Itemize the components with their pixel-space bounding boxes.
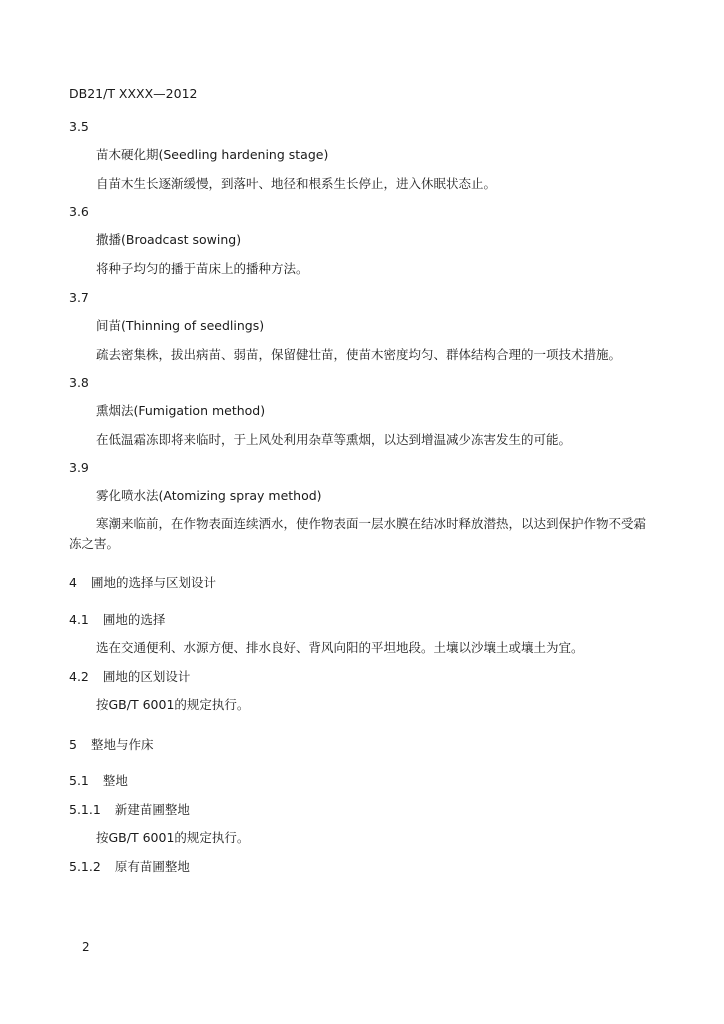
section-title: 圃地的选择与区划设计 bbox=[90, 575, 216, 590]
term-name: 雾化喷水法(Atomizing spray method) bbox=[96, 488, 322, 503]
subsection-title: 圃地的区划设计 bbox=[102, 669, 191, 684]
section-title: 整地与作床 bbox=[90, 737, 154, 752]
subsection-number: 5.1.1 bbox=[69, 802, 101, 817]
subsection-title: 整地 bbox=[102, 773, 128, 788]
subsection-heading bbox=[69, 669, 190, 685]
subsection-number: 5.1.2 bbox=[69, 859, 101, 874]
document-code: DB21/T XXXX—2012 bbox=[69, 86, 198, 101]
term-name: 撒播(Broadcast sowing) bbox=[96, 232, 242, 247]
section-heading bbox=[69, 737, 153, 753]
term-definition: 自苗木生长逐渐缓慢，到落叶、地径和根系生长停止，进入休眠状态止。 bbox=[96, 176, 497, 191]
section-heading bbox=[69, 575, 216, 591]
subsection-title: 圃地的选择 bbox=[102, 612, 166, 627]
section-number: 4 bbox=[69, 575, 77, 590]
paragraph: 按GB/T 6001的规定执行。 bbox=[96, 697, 250, 712]
subsection-number: 4.1 bbox=[69, 612, 89, 627]
term-name: 苗木硬化期(Seedling hardening stage) bbox=[96, 147, 329, 162]
term-definition: 将种子均匀的播于苗床上的播种方法。 bbox=[96, 261, 309, 276]
subsection-heading bbox=[69, 612, 165, 628]
subsection-title: 原有苗圃整地 bbox=[114, 859, 190, 874]
term-number: 3.9 bbox=[69, 460, 89, 475]
subsection-title: 新建苗圃整地 bbox=[114, 802, 190, 817]
term-definition: 寒潮来临前，在作物表面连续洒水，使作物表面一层水膜在结冰时释放潜热，以达到保护作物不受霜冻之害。 bbox=[69, 516, 647, 551]
subsection-heading bbox=[69, 802, 190, 818]
subsection-heading bbox=[69, 859, 190, 875]
paragraph: 选在交通便利、水源方便、排水良好、背风向阳的平坦地段。土壤以沙壤土或壤土为宜。 bbox=[96, 640, 584, 655]
term-number: 3.5 bbox=[69, 119, 89, 134]
term-number: 3.6 bbox=[69, 204, 89, 219]
subsection-number: 5.1 bbox=[69, 773, 89, 788]
page-number: 2 bbox=[82, 940, 90, 954]
term-number: 3.7 bbox=[69, 290, 89, 305]
term-name: 熏烟法(Fumigation method) bbox=[96, 403, 266, 418]
subsection-heading bbox=[69, 773, 128, 789]
paragraph: 按GB/T 6001的规定执行。 bbox=[96, 830, 250, 845]
section-number: 5 bbox=[69, 737, 77, 752]
term-name: 间苗(Thinning of seedlings) bbox=[96, 318, 265, 333]
term-definition: 疏去密集株，拔出病苗、弱苗，保留健壮苗，使苗木密度均匀、群体结构合理的一项技术措施。 bbox=[96, 347, 622, 362]
subsection-number: 4.2 bbox=[69, 669, 89, 684]
term-number: 3.8 bbox=[69, 375, 89, 390]
term-definition: 在低温霜冻即将来临时，于上风处利用杂草等熏烟，以达到增温减少冻害发生的可能。 bbox=[96, 432, 572, 447]
